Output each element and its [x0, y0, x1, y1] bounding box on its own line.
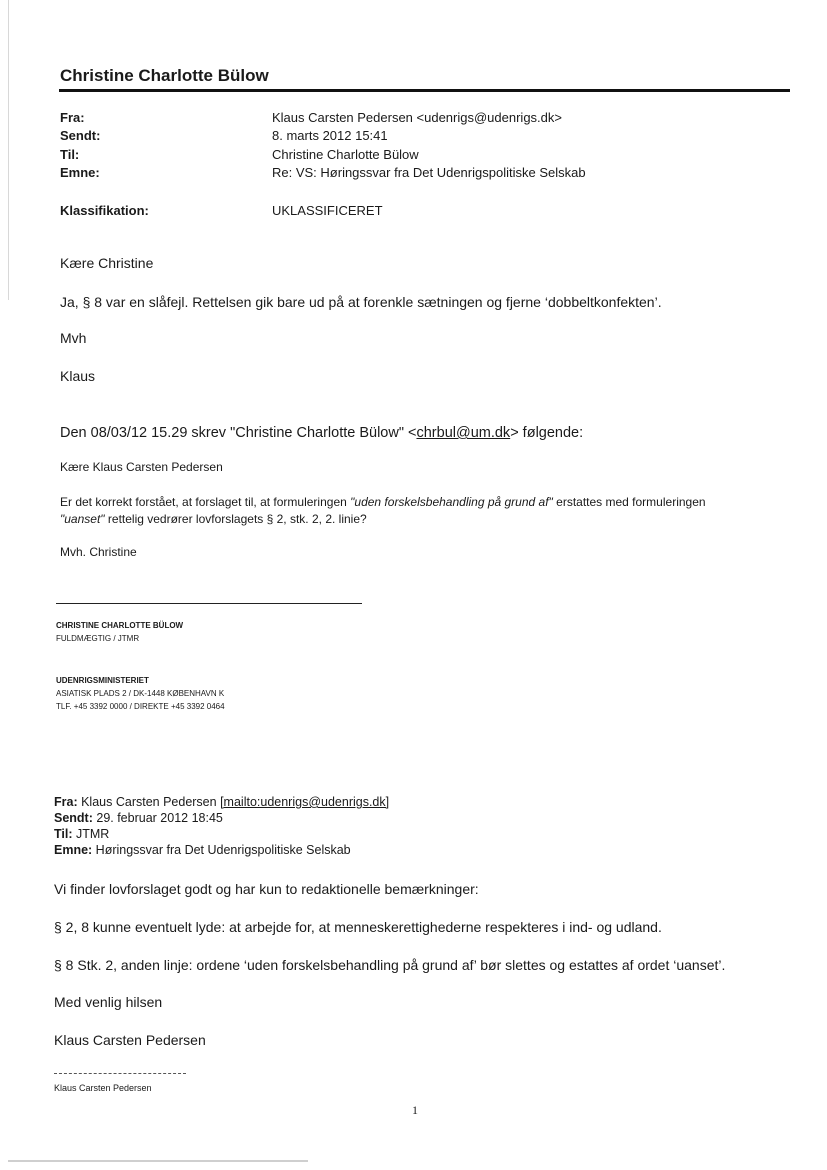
forwarded-from-label: Fra: [54, 795, 78, 809]
to-value: Christine Charlotte Bülow [272, 147, 419, 162]
forwarded-subject [54, 843, 351, 857]
footer-divider [54, 1073, 186, 1074]
quoted-email-link[interactable]: chrbul@um.dk [416, 425, 511, 441]
forwarded-paragraph: Vi finder lovforslaget godt og har kun to redaktionelle bemærkninger: [54, 881, 479, 897]
signature-role: FULDMÆGTIG / JTMR [56, 634, 140, 643]
classification-value: UKLASSIFICERET [272, 203, 383, 218]
forwarded-sent-value: 29. februar 2012 18:45 [92, 811, 223, 825]
signature-address: ASIATISK PLADS 2 / DK-1448 KØBENHAVN K [56, 689, 225, 698]
forwarded-to [54, 827, 109, 841]
quoted-closing: Mvh. Christine [60, 545, 137, 559]
to-label: Til: [60, 147, 80, 162]
quoted-question-text: Er det korrekt forstået, at forslaget til, at formuleringen [60, 495, 351, 509]
forwarded-sent [54, 811, 223, 825]
page-number: 1 [412, 1103, 418, 1117]
quoted-question-line-2 [60, 512, 367, 526]
quoted-greeting: Kære Klaus Carsten Pedersen [60, 460, 223, 474]
quoted-question-text: erstattes med formuleringen [552, 495, 706, 509]
quoted-phrase-old: "uden forskelsbehandling på grund af" [350, 495, 553, 509]
reply-greeting: Kære Christine [60, 255, 154, 271]
from-label: Fra: [60, 110, 85, 125]
quoted-question-text: rettelig vedrører lovforslagets § 2, stk. 2, 2. linie? [104, 512, 367, 526]
forwarded-subject-value: Høringssvar fra Det Udenrigspolitiske Selskab [92, 843, 351, 857]
quoted-intro [60, 425, 583, 441]
sent-value: 8. marts 2012 15:41 [272, 128, 388, 143]
signature-name: CHRISTINE CHARLOTTE BÜLOW [56, 621, 184, 630]
forwarded-to-value: JTMR [72, 827, 110, 841]
page-title: Christine Charlotte Bülow [60, 66, 269, 85]
forwarded-to-label: Til: [54, 827, 73, 841]
scan-edge-bottom [8, 1160, 308, 1162]
reply-signature: Klaus [60, 368, 96, 384]
reply-closing: Mvh [60, 330, 87, 346]
quoted-intro-prefix: Den 08/03/12 15.29 skrev "Christine Charlotte Bülow" < [60, 425, 417, 441]
forwarded-sent-label: Sendt: [54, 811, 93, 825]
forwarded-subject-label: Emne: [54, 843, 93, 857]
forwarded-from-value: Klaus Carsten Pedersen [77, 795, 221, 809]
forwarded-mailto-link[interactable]: [mailto:udenrigs@udenrigs.dk] [220, 795, 390, 809]
subject-value: Re: VS: Høringssvar fra Det Udenrigspolitiske Selskab [272, 165, 586, 180]
signature-divider [56, 603, 362, 604]
signature-org: UDENRIGSMINISTERIET [56, 676, 149, 685]
subject-label: Emne: [60, 165, 100, 180]
forwarded-from [54, 795, 389, 809]
title-divider [59, 89, 790, 92]
reply-body: Ja, § 8 var en slåfejl. Rettelsen gik bare ud på at forenkle sætningen og fjerne ‘dobbeltkonfekten’. [60, 294, 662, 310]
forwarded-closing: Med venlig hilsen [54, 994, 163, 1010]
footer-name: Klaus Carsten Pedersen [54, 1083, 152, 1093]
forwarded-paragraph: § 8 Stk. 2, anden linje: ordene ‘uden forskelsbehandling på grund af’ bør slettes og estattes af ordet ‘uanset’. [54, 957, 726, 973]
from-value: Klaus Carsten Pedersen <udenrigs@udenrigs.dk> [272, 110, 562, 125]
quoted-phrase-new: "uanset" [60, 512, 105, 526]
quoted-question-line-1 [60, 495, 706, 509]
sent-label: Sendt: [60, 128, 101, 143]
scan-edge-left [8, 0, 9, 300]
forwarded-paragraph: § 2, 8 kunne eventuelt lyde: at arbejde for, at menneskerettighederne respekteres i ind- og udland. [54, 919, 662, 935]
forwarded-signature: Klaus Carsten Pedersen [54, 1032, 206, 1048]
signature-phone: TLF. +45 3392 0000 / DIREKTE +45 3392 0464 [56, 702, 225, 711]
classification-label: Klassifikation: [60, 203, 149, 218]
quoted-intro-suffix: > følgende: [510, 425, 584, 441]
